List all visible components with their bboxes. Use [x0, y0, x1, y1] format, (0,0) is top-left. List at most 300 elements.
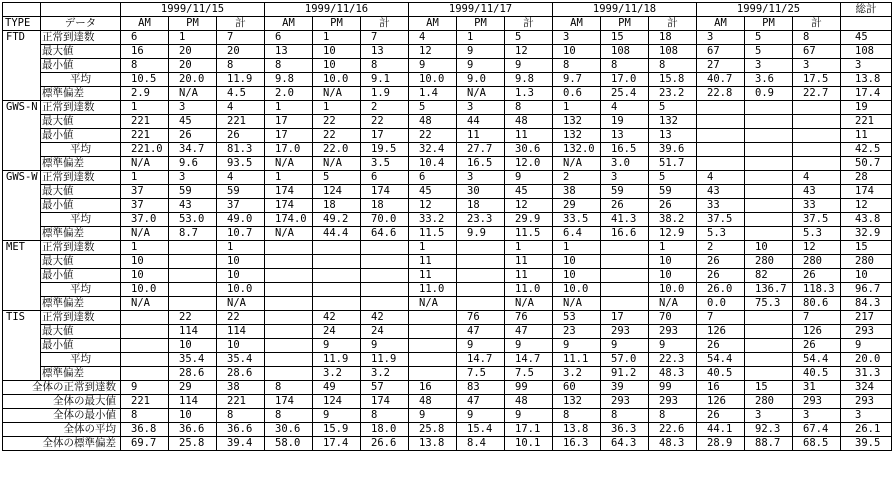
- value-cell: 15: [745, 381, 793, 395]
- value-cell: 2.0: [265, 87, 313, 101]
- corner-cell: [3, 3, 41, 17]
- value-cell: 0.9: [745, 87, 793, 101]
- value-cell: 9.6: [169, 157, 217, 171]
- value-cell: 26: [169, 129, 217, 143]
- value-cell: [265, 339, 313, 353]
- table-row: [3, 185, 892, 199]
- value-cell: 8: [601, 409, 649, 423]
- value-cell: 10: [649, 269, 697, 283]
- table-row: [3, 255, 892, 269]
- value-cell: 44.1: [697, 423, 745, 437]
- value-cell: [697, 129, 745, 143]
- value-cell: 8.7: [169, 227, 217, 241]
- value-cell: 10: [553, 45, 601, 59]
- stat-label: 正常到達数: [41, 101, 121, 115]
- value-cell: [457, 241, 505, 255]
- value-cell: 92.3: [745, 423, 793, 437]
- value-cell: [745, 339, 793, 353]
- value-cell: 53.0: [169, 213, 217, 227]
- value-cell: 47: [457, 325, 505, 339]
- grand-total-cell: 3: [841, 59, 892, 73]
- sub-header-sum: 計: [217, 17, 265, 31]
- value-cell: 132.0: [553, 143, 601, 157]
- value-cell: [265, 353, 313, 367]
- value-cell: 48: [505, 395, 553, 409]
- value-cell: 9: [505, 171, 553, 185]
- value-cell: 3: [793, 409, 841, 423]
- table-row: [3, 115, 892, 129]
- value-cell: 20: [169, 45, 217, 59]
- value-cell: 4: [793, 171, 841, 185]
- value-cell: 25.4: [601, 87, 649, 101]
- value-cell: 9.7: [553, 73, 601, 87]
- value-cell: 221: [121, 129, 169, 143]
- grand-total-cell: 217: [841, 311, 892, 325]
- value-cell: 26: [217, 129, 265, 143]
- value-cell: [361, 269, 409, 283]
- value-cell: 27: [697, 59, 745, 73]
- value-cell: 47: [505, 325, 553, 339]
- sub-header-sum: 計: [361, 17, 409, 31]
- value-cell: 31: [793, 381, 841, 395]
- date-header: 1999/11/16: [265, 3, 409, 17]
- value-cell: 1: [409, 241, 457, 255]
- value-cell: N/A: [553, 157, 601, 171]
- value-cell: N/A: [265, 227, 313, 241]
- value-cell: 15.9: [313, 423, 361, 437]
- value-cell: 11.5: [409, 227, 457, 241]
- value-cell: 221.0: [121, 143, 169, 157]
- value-cell: 9.8: [505, 73, 553, 87]
- grand-total-cell: 9: [841, 339, 892, 353]
- value-cell: 39.4: [217, 437, 265, 451]
- value-cell: 11.9: [361, 353, 409, 367]
- value-cell: [121, 325, 169, 339]
- type-cell: TIS: [3, 311, 41, 381]
- value-cell: 12: [505, 199, 553, 213]
- value-cell: 3.2: [361, 367, 409, 381]
- value-cell: 23.2: [649, 87, 697, 101]
- value-cell: 108: [649, 45, 697, 59]
- value-cell: [265, 297, 313, 311]
- value-cell: 1: [121, 241, 169, 255]
- value-cell: 17: [265, 115, 313, 129]
- grand-total-cell: 3: [841, 409, 892, 423]
- value-cell: 37: [121, 199, 169, 213]
- value-cell: 5: [649, 171, 697, 185]
- stat-label: 最大値: [41, 185, 121, 199]
- value-cell: 10.0: [553, 283, 601, 297]
- value-cell: 38: [553, 185, 601, 199]
- value-cell: 174: [265, 199, 313, 213]
- type-cell: GWS-N: [3, 101, 41, 171]
- grand-total-cell: 324: [841, 381, 892, 395]
- stat-label: 標準偏差: [41, 227, 121, 241]
- value-cell: 48: [505, 115, 553, 129]
- value-cell: 293: [649, 325, 697, 339]
- value-cell: [265, 325, 313, 339]
- value-cell: 23.3: [457, 213, 505, 227]
- stat-label: 最大値: [41, 255, 121, 269]
- value-cell: 3: [745, 59, 793, 73]
- stat-label: 正常到達数: [41, 311, 121, 325]
- value-cell: 3.2: [313, 367, 361, 381]
- grand-total-cell: 293: [841, 395, 892, 409]
- value-cell: 9: [553, 339, 601, 353]
- value-cell: [601, 283, 649, 297]
- stat-label: 平均: [41, 283, 121, 297]
- table-row: [3, 143, 892, 157]
- value-cell: 293: [649, 395, 697, 409]
- grand-total-cell: 20.0: [841, 353, 892, 367]
- value-cell: 67: [697, 45, 745, 59]
- value-cell: 8: [649, 409, 697, 423]
- value-cell: 0.0: [697, 297, 745, 311]
- value-cell: 11.0: [505, 283, 553, 297]
- value-cell: 20: [217, 45, 265, 59]
- stat-label: 正常到達数: [41, 171, 121, 185]
- value-cell: 1: [265, 101, 313, 115]
- value-cell: 7: [361, 31, 409, 45]
- type-cell: MET: [3, 241, 41, 311]
- value-cell: 36.8: [121, 423, 169, 437]
- value-cell: [361, 283, 409, 297]
- value-cell: 10.4: [409, 157, 457, 171]
- value-cell: 1: [505, 241, 553, 255]
- stat-label: 最小値: [41, 59, 121, 73]
- date-header: 1999/11/17: [409, 3, 553, 17]
- value-cell: 28.6: [169, 367, 217, 381]
- grand-total-cell: 42.5: [841, 143, 892, 157]
- sub-header-pm: PM: [169, 17, 217, 31]
- value-cell: 16.5: [601, 143, 649, 157]
- value-cell: 10.0: [409, 73, 457, 87]
- value-cell: 293: [793, 395, 841, 409]
- value-cell: 43: [793, 185, 841, 199]
- value-cell: 33.5: [553, 213, 601, 227]
- value-cell: 22.7: [793, 87, 841, 101]
- value-cell: 1: [121, 171, 169, 185]
- value-cell: 8: [361, 409, 409, 423]
- value-cell: [745, 213, 793, 227]
- value-cell: 124: [313, 185, 361, 199]
- value-cell: 24: [313, 325, 361, 339]
- value-cell: 10: [121, 255, 169, 269]
- grand-total-cell: 50.7: [841, 157, 892, 171]
- value-cell: 22: [361, 115, 409, 129]
- grand-total-cell: 15: [841, 241, 892, 255]
- grand-total-cell: 174: [841, 185, 892, 199]
- value-cell: 64.3: [601, 437, 649, 451]
- value-cell: 3.0: [601, 157, 649, 171]
- value-cell: 4.5: [217, 87, 265, 101]
- value-cell: 11.5: [505, 227, 553, 241]
- sub-header-am: AM: [553, 17, 601, 31]
- stat-label: 標準偏差: [41, 367, 121, 381]
- value-cell: 126: [697, 325, 745, 339]
- value-cell: [745, 115, 793, 129]
- table-row: [3, 269, 892, 283]
- value-cell: 10.0: [313, 73, 361, 87]
- value-cell: [409, 311, 457, 325]
- value-cell: 17: [601, 311, 649, 325]
- value-cell: 1.3: [505, 87, 553, 101]
- sub-header-pm: PM: [745, 17, 793, 31]
- grand-total-cell: 12: [841, 199, 892, 213]
- value-cell: 37.0: [121, 213, 169, 227]
- summary-label: 全体の平均: [3, 423, 121, 437]
- stat-label: 正常到達数: [41, 241, 121, 255]
- grand-total-cell: 19: [841, 101, 892, 115]
- value-cell: 53: [553, 311, 601, 325]
- value-cell: 40.5: [793, 367, 841, 381]
- value-cell: 40.5: [697, 367, 745, 381]
- value-cell: 10.0: [649, 283, 697, 297]
- value-cell: 8: [121, 59, 169, 73]
- grand-total-cell: 45: [841, 31, 892, 45]
- value-cell: 2: [361, 101, 409, 115]
- value-cell: [169, 255, 217, 269]
- value-cell: 124: [313, 395, 361, 409]
- summary-row: [3, 423, 892, 437]
- value-cell: 10: [553, 255, 601, 269]
- value-cell: 7: [217, 31, 265, 45]
- value-cell: N/A: [217, 297, 265, 311]
- sub-header-sum: 計: [649, 17, 697, 31]
- value-cell: 44: [457, 115, 505, 129]
- value-cell: 11: [409, 269, 457, 283]
- value-cell: 42: [313, 311, 361, 325]
- value-cell: 1: [265, 171, 313, 185]
- value-cell: 45: [169, 115, 217, 129]
- value-cell: 48.3: [649, 437, 697, 451]
- value-cell: 1: [553, 241, 601, 255]
- value-cell: 68.5: [793, 437, 841, 451]
- value-cell: 174: [361, 395, 409, 409]
- table-row: [3, 157, 892, 171]
- value-cell: 26: [793, 339, 841, 353]
- value-cell: 126: [697, 395, 745, 409]
- value-cell: 7: [793, 311, 841, 325]
- value-cell: [409, 353, 457, 367]
- value-cell: 5.3: [793, 227, 841, 241]
- value-cell: 9.9: [457, 227, 505, 241]
- value-cell: 47: [457, 395, 505, 409]
- value-cell: 5: [313, 171, 361, 185]
- value-cell: [745, 171, 793, 185]
- grand-total-cell: 43.8: [841, 213, 892, 227]
- table-row: [3, 311, 892, 325]
- value-cell: 1: [121, 101, 169, 115]
- value-cell: 12.9: [649, 227, 697, 241]
- summary-row: [3, 395, 892, 409]
- value-cell: [265, 269, 313, 283]
- value-cell: 35.4: [217, 353, 265, 367]
- table-row: [3, 353, 892, 367]
- value-cell: [169, 269, 217, 283]
- date-header-row: [3, 3, 892, 17]
- value-cell: 36.3: [601, 423, 649, 437]
- value-cell: 118.3: [793, 283, 841, 297]
- table-row: [3, 339, 892, 353]
- value-cell: [745, 227, 793, 241]
- value-cell: 9: [457, 59, 505, 73]
- value-cell: 14.7: [505, 353, 553, 367]
- value-cell: 9: [409, 59, 457, 73]
- value-cell: [313, 255, 361, 269]
- grand-total-cell: 84.3: [841, 297, 892, 311]
- date-header: 1999/11/15: [121, 3, 265, 17]
- sub-header-pm: PM: [601, 17, 649, 31]
- value-cell: 8: [553, 409, 601, 423]
- value-cell: 3: [553, 31, 601, 45]
- value-cell: N/A: [409, 297, 457, 311]
- value-cell: 17.1: [505, 423, 553, 437]
- value-cell: 22.6: [649, 423, 697, 437]
- stat-label: 平均: [41, 353, 121, 367]
- value-cell: 3: [169, 101, 217, 115]
- value-cell: 43: [697, 185, 745, 199]
- stat-label: 平均: [41, 213, 121, 227]
- value-cell: 54.4: [697, 353, 745, 367]
- value-cell: 39: [601, 381, 649, 395]
- value-cell: 33.2: [409, 213, 457, 227]
- value-cell: 114: [217, 325, 265, 339]
- sub-header-am: AM: [121, 17, 169, 31]
- value-cell: 9: [457, 45, 505, 59]
- value-cell: [457, 283, 505, 297]
- table-row: [3, 87, 892, 101]
- value-cell: 17.4: [313, 437, 361, 451]
- value-cell: 9.8: [265, 73, 313, 87]
- value-cell: 221: [217, 395, 265, 409]
- date-header: 1999/11/25: [697, 3, 841, 17]
- grand-total-cell: 26.1: [841, 423, 892, 437]
- table-row: [3, 199, 892, 213]
- table-row: [3, 283, 892, 297]
- value-cell: 7.5: [505, 367, 553, 381]
- value-cell: [697, 101, 745, 115]
- table-row: [3, 101, 892, 115]
- value-cell: 91.2: [601, 367, 649, 381]
- value-cell: 1.9: [361, 87, 409, 101]
- sub-header-am: AM: [697, 17, 745, 31]
- value-cell: 132: [553, 115, 601, 129]
- value-cell: 60: [553, 381, 601, 395]
- value-cell: N/A: [313, 87, 361, 101]
- value-cell: 4: [601, 101, 649, 115]
- value-cell: 10: [649, 255, 697, 269]
- value-cell: 9: [601, 339, 649, 353]
- grand-total-cell: 39.5: [841, 437, 892, 451]
- value-cell: 13: [361, 45, 409, 59]
- value-cell: N/A: [649, 297, 697, 311]
- value-cell: N/A: [457, 87, 505, 101]
- table-row: [3, 213, 892, 227]
- value-cell: 9.0: [457, 73, 505, 87]
- value-cell: 9: [457, 339, 505, 353]
- value-cell: [409, 339, 457, 353]
- value-cell: [169, 297, 217, 311]
- value-cell: [745, 199, 793, 213]
- value-cell: N/A: [121, 297, 169, 311]
- value-cell: 9: [361, 339, 409, 353]
- value-cell: 20.0: [169, 73, 217, 87]
- grand-total-header: 総計: [841, 3, 892, 17]
- value-cell: 9: [457, 409, 505, 423]
- value-cell: 69.7: [121, 437, 169, 451]
- value-cell: [121, 367, 169, 381]
- value-cell: [313, 241, 361, 255]
- value-cell: 22: [409, 129, 457, 143]
- value-cell: [265, 367, 313, 381]
- value-cell: 13: [265, 45, 313, 59]
- value-cell: 41.3: [601, 213, 649, 227]
- value-cell: 37.5: [793, 213, 841, 227]
- value-cell: 12: [409, 199, 457, 213]
- value-cell: [169, 241, 217, 255]
- value-cell: 49.0: [217, 213, 265, 227]
- value-cell: 27.7: [457, 143, 505, 157]
- value-cell: 26: [697, 255, 745, 269]
- value-cell: [745, 143, 793, 157]
- value-cell: 23: [553, 325, 601, 339]
- table-row: [3, 171, 892, 185]
- value-cell: 10: [217, 339, 265, 353]
- value-cell: 39.6: [649, 143, 697, 157]
- value-cell: 9: [121, 381, 169, 395]
- stat-label: 平均: [41, 73, 121, 87]
- value-cell: 25.8: [169, 437, 217, 451]
- value-cell: 59: [601, 185, 649, 199]
- table-row: [3, 59, 892, 73]
- value-cell: 4: [217, 101, 265, 115]
- value-cell: [745, 325, 793, 339]
- stat-label: 最大値: [41, 45, 121, 59]
- value-cell: 1: [313, 31, 361, 45]
- value-cell: 29.9: [505, 213, 553, 227]
- value-cell: [601, 255, 649, 269]
- value-cell: 3: [601, 171, 649, 185]
- value-cell: 70: [649, 311, 697, 325]
- value-cell: N/A: [505, 297, 553, 311]
- table-row: [3, 129, 892, 143]
- value-cell: 13: [601, 129, 649, 143]
- table-row: [3, 325, 892, 339]
- value-cell: 11.9: [313, 353, 361, 367]
- value-cell: 42: [361, 311, 409, 325]
- summary-row: [3, 437, 892, 451]
- summary-row: [3, 409, 892, 423]
- value-cell: [121, 353, 169, 367]
- value-cell: 293: [601, 325, 649, 339]
- value-cell: 57: [361, 381, 409, 395]
- value-cell: 16.3: [553, 437, 601, 451]
- value-cell: 75.3: [745, 297, 793, 311]
- value-cell: 30.6: [265, 423, 313, 437]
- report-container: [2, 2, 892, 451]
- value-cell: 14.7: [457, 353, 505, 367]
- value-cell: [745, 185, 793, 199]
- value-cell: 83: [457, 381, 505, 395]
- summary-label: 全体の最大値: [3, 395, 121, 409]
- value-cell: 1: [217, 241, 265, 255]
- value-cell: [265, 283, 313, 297]
- value-cell: 26: [649, 199, 697, 213]
- stat-label: 標準偏差: [41, 297, 121, 311]
- value-cell: [793, 129, 841, 143]
- value-cell: 8.4: [457, 437, 505, 451]
